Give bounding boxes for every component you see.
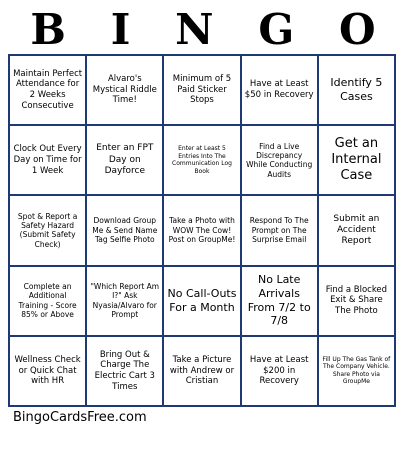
header-letter-b: B bbox=[30, 5, 66, 54]
bingo-grid bbox=[8, 54, 396, 407]
bingo-cell[interactable]: Bring Out & Charge The Electric Cart 3 Times bbox=[86, 336, 163, 406]
bingo-cell[interactable]: Have at Least $200 in Recovery bbox=[241, 336, 318, 406]
footer-credit: BingoCardsFree.com bbox=[13, 410, 147, 425]
bingo-cell[interactable]: Fill Up The Gas Tank of The Company Vehicle. Share Photo via GroupMe bbox=[318, 336, 395, 406]
bingo-cell[interactable]: Find a Blocked Exit & Share The Photo bbox=[318, 266, 395, 336]
bingo-cell[interactable]: "Which Report Am I?" Ask Nyasia/Alvaro for Prompt bbox=[86, 266, 163, 336]
header-letter-o: O bbox=[339, 5, 376, 54]
bingo-cell[interactable]: Download Group Me & Send Name Tag Selfie Photo bbox=[86, 195, 163, 265]
bingo-cell[interactable]: Identify 5 Cases bbox=[318, 55, 395, 125]
bingo-cell[interactable]: Minimum of 5 Paid Sticker Stops bbox=[163, 55, 240, 125]
bingo-cell[interactable]: Take a Picture with Andrew or Cristian bbox=[163, 336, 240, 406]
bingo-cell[interactable]: Complete an Additional Training - Score 85% or Above bbox=[9, 266, 86, 336]
header-letter-n: N bbox=[175, 5, 214, 54]
bingo-cell[interactable]: Respond To The Prompt on The Surprise Email bbox=[241, 195, 318, 265]
bingo-cell[interactable]: Get an Internal Case bbox=[318, 125, 395, 195]
bingo-cell[interactable]: Wellness Check or Quick Chat with HR bbox=[9, 336, 86, 406]
bingo-header bbox=[8, 6, 398, 54]
bingo-cell[interactable]: Enter an FPT Day on Dayforce bbox=[86, 125, 163, 195]
header-letter-i: I bbox=[110, 5, 131, 54]
bingo-cell[interactable]: Alvaro's Mystical Riddle Time! bbox=[86, 55, 163, 125]
bingo-cell[interactable]: Submit an Accident Report bbox=[318, 195, 395, 265]
bingo-cell[interactable]: Clock Out Every Day on Time for 1 Week bbox=[9, 125, 86, 195]
bingo-cell[interactable]: Take a Photo with WOW The Cow! Post on GroupMe! bbox=[163, 195, 240, 265]
header-letter-g: G bbox=[258, 5, 295, 54]
bingo-cell[interactable]: No Call-Outs For a Month bbox=[163, 266, 240, 336]
bingo-cell[interactable]: Enter at Least 5 Entries Into The Communication Log Book bbox=[163, 125, 240, 195]
bingo-cell[interactable]: Maintain Perfect Attendance for 2 Weeks Consecutive bbox=[9, 55, 86, 125]
bingo-cell[interactable]: Find a Live Discrepancy While Conducting Audits bbox=[241, 125, 318, 195]
bingo-cell[interactable]: Have at Least $50 in Recovery bbox=[241, 55, 318, 125]
bingo-cell[interactable]: No Late Arrivals From 7/2 to 7/8 bbox=[241, 266, 318, 336]
bingo-cell[interactable]: Spot & Report a Safety Hazard (Submit Safety Check) bbox=[9, 195, 86, 265]
